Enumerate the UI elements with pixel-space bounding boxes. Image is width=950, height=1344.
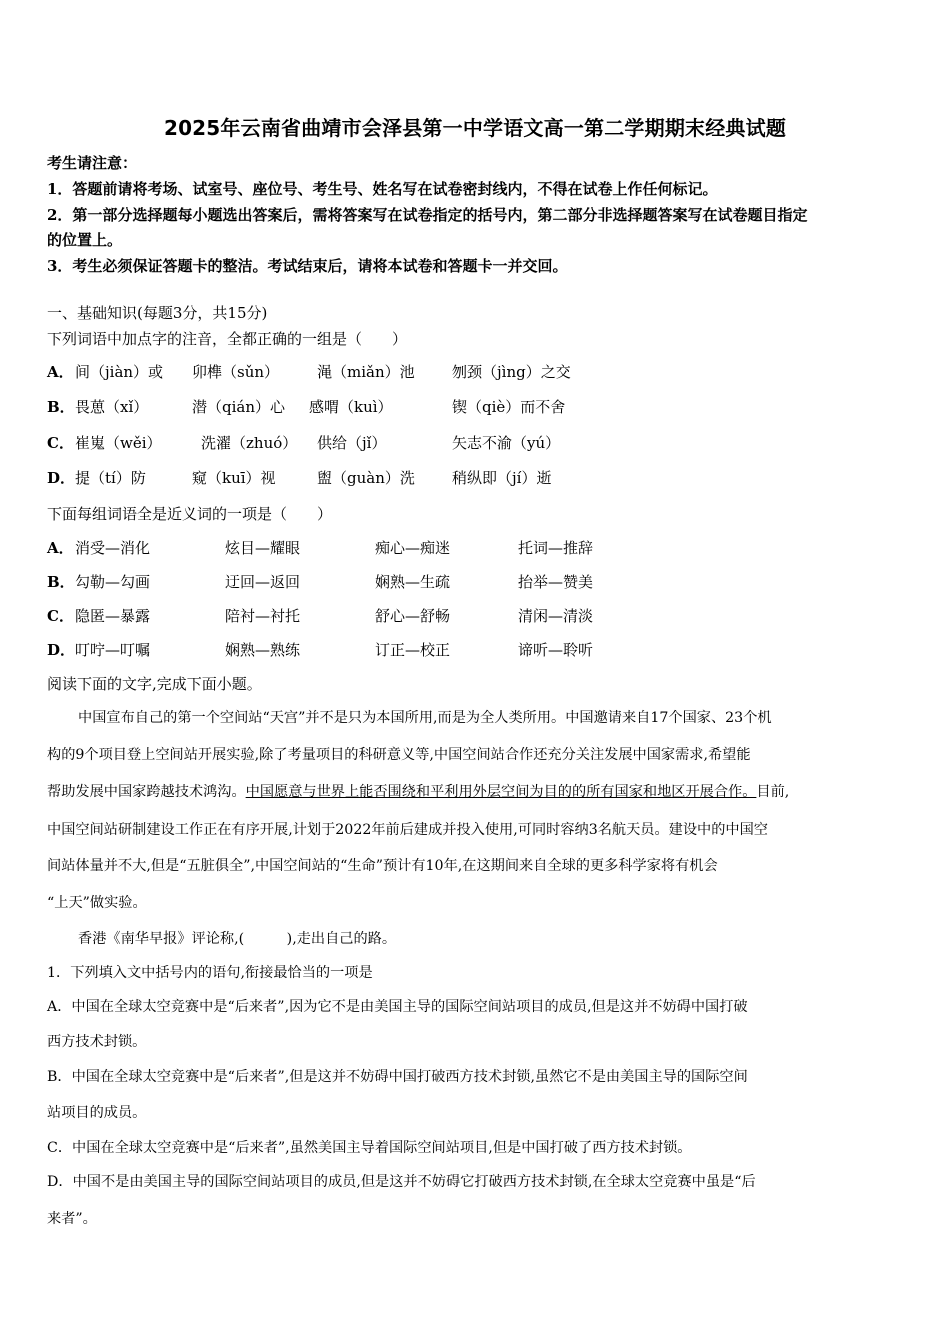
answer-option-a-cont: 西方技术封锁。	[47, 1034, 147, 1050]
reading-intro: 阅读下面的文字,完成下面小题。	[47, 675, 262, 693]
notice-item-1: 1．答题前请将考场、试室号、座位号、考生号、姓名写在试卷密封线内，不得在试卷上作任何标记。	[47, 180, 718, 198]
option-item: 娴熟—生疏	[375, 573, 451, 591]
option-label: C．	[47, 607, 74, 625]
option-item: 窥（kuī）视	[192, 469, 276, 487]
notice-item-2: 2．第一部分选择题每小题选出答案后，需将答案写在试卷指定的括号内，第二部分非选择题答案写在试卷题目指定	[47, 206, 808, 224]
option-item: 消受—消化	[75, 539, 151, 557]
passage-line: 间站体量并不大,但是“五脏俱全”,中国空间站的“生命”预计有10年,在这期间来自全球的更多科学家将有机会	[47, 858, 718, 874]
option-item: 刎颈（jìng）之交	[452, 363, 571, 381]
section-heading: 一、基础知识(每题3分，共15分)	[47, 304, 268, 322]
option-item: 畏葸（xǐ）	[75, 398, 149, 416]
passage-text: 帮助发展中国家跨越技术鸿沟。	[47, 784, 246, 800]
answer-option-d-cont: 来者”。	[47, 1211, 97, 1227]
option-label: B．	[47, 573, 75, 591]
option-item: 锲（qiè）而不舍	[452, 398, 566, 416]
underlined-sentence: 中国愿意与世界上能否围绕和平利用外层空间为目的的所有国家和地区开展合作。	[245, 784, 757, 800]
option-item: 提（tí）防	[75, 469, 146, 487]
option-item: 供给（jǐ）	[317, 434, 387, 452]
answer-option-d: D．中国不是由美国主导的国际空间站项目的成员,但是这并不妨碍它打破西方技术封锁,在全球太空竞赛中虽是“后	[47, 1174, 756, 1190]
answer-option-b: B．中国在全球太空竞赛中是“后来者”,但是这并不妨碍中国打破西方技术封锁,虽然它不是由美国主导的国际空间	[47, 1069, 748, 1085]
option-item: 崔嵬（wěi）	[75, 434, 162, 452]
option-item: 托词—推辞	[518, 539, 594, 557]
option-item: 卯榫（sǔn）	[192, 363, 280, 381]
question-stem: 1．下列填入文中括号内的语句,衔接最恰当的一项是	[47, 965, 373, 981]
option-item: 谛听—聆听	[518, 641, 594, 659]
passage-line: “上天”做实验。	[47, 895, 147, 911]
answer-option-a: A．中国在全球太空竞赛中是“后来者”,因为它不是由美国主导的国际空间站项目的成员,但是这并不妨碍中国打破	[47, 999, 748, 1015]
passage-line: 构的9个项目登上空间站开展实验,除了考量项目的科研意义等,中国空间站合作还充分关注发展中国家需求,希望能	[47, 747, 751, 763]
option-item: 洗濯（zhuó）	[201, 434, 298, 452]
option-item: 痴心—痴迷	[375, 539, 451, 557]
option-item: 清闲—清淡	[518, 607, 594, 625]
option-item: 娴熟—熟练	[225, 641, 301, 659]
option-item: 盥（guàn）洗	[317, 469, 415, 487]
option-label: C．	[47, 434, 74, 452]
notice-item-3: 3．考生必须保证答题卡的整洁。考试结束后，请将本试卷和答题卡一并交回。	[47, 257, 568, 275]
option-item: 陪衬—衬托	[225, 607, 301, 625]
option-item: 迂回—返回	[225, 573, 301, 591]
passage-text: 目前,	[756, 784, 790, 800]
page-title: 2025年云南省曲靖市会泽县第一中学语文高一第二学期期末经典试题	[163, 116, 787, 140]
option-item: 感喟（kuì）	[309, 398, 393, 416]
option-item: 抬举—赞美	[518, 573, 594, 591]
answer-option-b-cont: 站项目的成员。	[47, 1105, 147, 1121]
option-item: 矢志不渝（yú）	[452, 434, 561, 452]
option-item: 渑（miǎn）池	[317, 363, 415, 381]
notice-heading: 考生请注意：	[47, 154, 138, 172]
option-item: 潜（qián）心	[192, 398, 286, 416]
option-label: D．	[47, 641, 76, 659]
option-label: A．	[47, 363, 74, 381]
option-item: 稍纵即（jí）逝	[452, 469, 552, 487]
answer-option-c: C．中国在全球太空竞赛中是“后来者”,虽然美国主导着国际空间站项目,但是中国打破了西方技术封锁。	[47, 1140, 692, 1156]
q2-stem: 下面每组词语全是近义词的一项是（ ）	[47, 505, 333, 523]
option-label: B．	[47, 398, 75, 416]
option-item: 隐匿—暴露	[75, 607, 151, 625]
passage-line	[47, 781, 789, 801]
notice-item-2-cont: 的位置上。	[47, 231, 123, 249]
option-item: 舒心—舒畅	[375, 607, 451, 625]
passage-line: 中国宣布自己的第一个空间站“天宫”并不是只为本国所用,而是为全人类所用。中国邀请来自17个国家、23个机	[78, 710, 772, 726]
option-item: 订正—校正	[375, 641, 451, 659]
option-label: D．	[47, 469, 76, 487]
option-item: 叮咛—叮嘱	[75, 641, 151, 659]
option-item: 勾勒—勾画	[75, 573, 151, 591]
option-item: 间（jiàn）或	[75, 363, 164, 381]
passage-line: 中国空间站研制建设工作正在有序开展,计划于2022年前后建成并投入使用,可同时容纳3名航天员。建设中的中国空	[47, 822, 768, 838]
q1-stem: 下列词语中加点字的注音，全都正确的一组是（ ）	[47, 330, 408, 348]
option-item: 炫目—耀眼	[225, 539, 301, 557]
passage-line: 香港《南华早报》评论称,( ),走出自己的路。	[78, 931, 397, 947]
option-label: A．	[47, 539, 74, 557]
